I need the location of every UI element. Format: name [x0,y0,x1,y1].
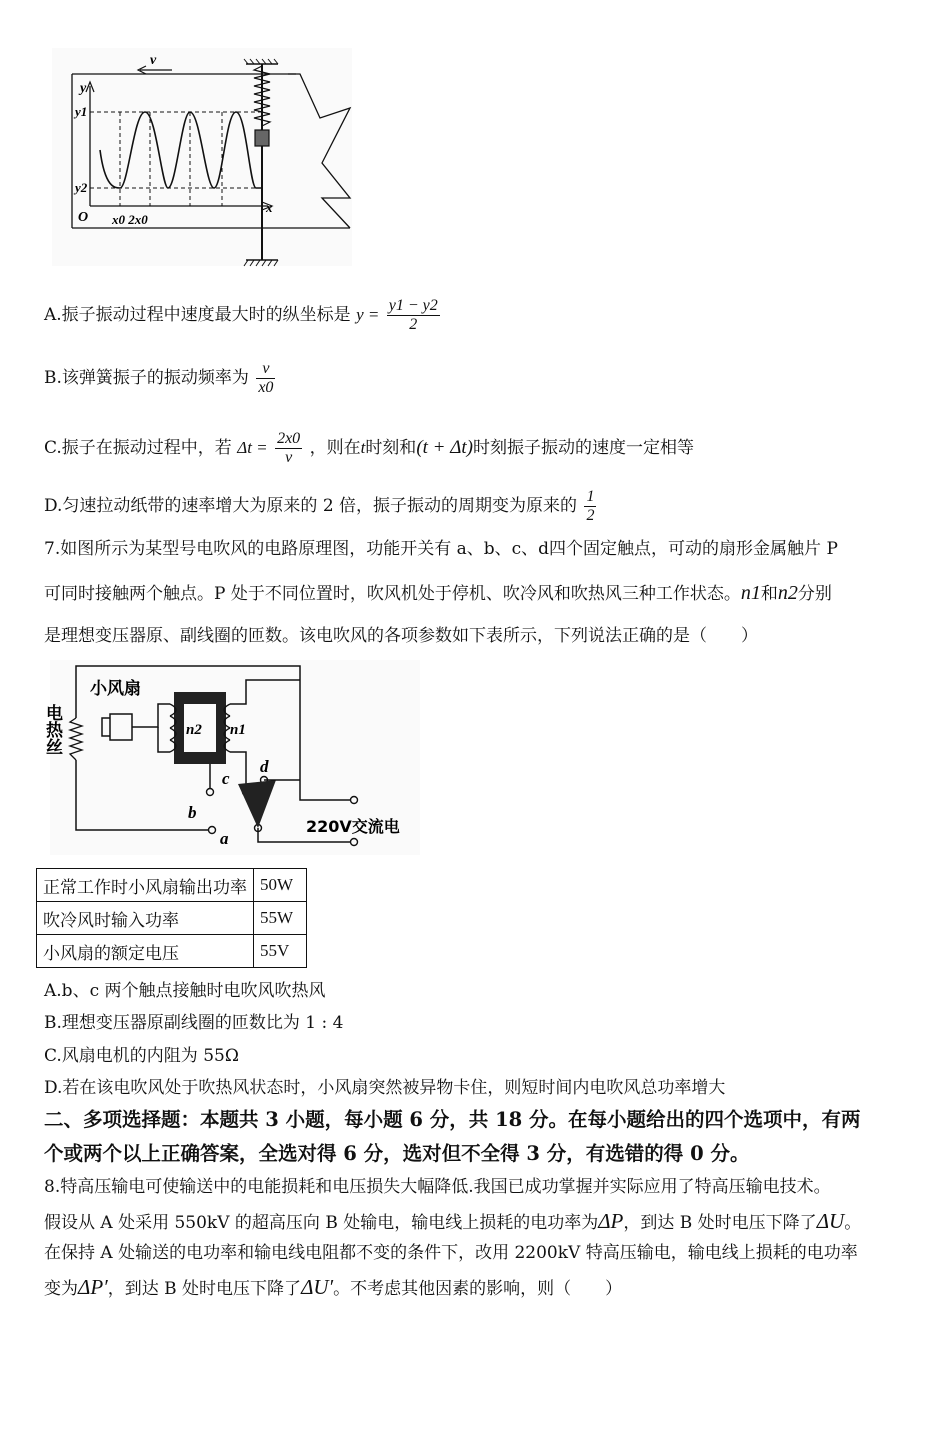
fan-label: 小风扇 [90,679,141,699]
q6-option-d: D.匀速拉动纸带的速率增大为原来的 2 倍，振子振动的周期变为原来的 $\frac{1}{2}$ [44,488,595,524]
q6-d-fraction: $\frac{1}{2}$ [586,488,595,524]
table-row [37,869,307,902]
table-row [37,935,307,968]
supply-label: 220V交流电 [306,817,400,836]
q7-option-b: B.理想变压器原副线圈的匝数比为 1 : 4 [44,1013,344,1033]
parameter-table [36,868,307,968]
q6-option-c: C.振子在振动过程中，若 Δt = $\frac{2x0}{v}$ ，则在t时刻和(t + Δt)时刻振子振动的速度一定相等 [44,430,694,466]
section2-heading-line2: 个或两个以上正确答案，全选对得 6 分，选对但不全得 3 分，有选错的得 0 分。 [44,1142,750,1165]
contact-d-label: d [260,757,269,776]
q7-stem-line3: 是理想变压器原、副线圈的匝数。该电吹风的各项参数如下表所示，下列说法正确的是（ ） [44,626,758,646]
contact-c-label: c [222,769,230,788]
fig1-origin-label: O [78,210,89,225]
contact-b-label: b [188,803,197,822]
fig1-v-label: v [150,53,157,68]
param-value: 55V [254,935,307,968]
q8-line3: 在保持 A 处输送的电功率和输电线电阻都不变的条件下，改用 2200kV 特高压输电，输电线上损耗的电功率 [44,1243,858,1263]
coil-n2-label: n2 [186,722,202,738]
q6-option-a: A.振子振动过程中速度最大时的纵坐标是 y = $\frac{y1 - y2}{2}$ [44,297,438,333]
param-name: 小风扇的额定电压 [37,935,254,968]
section2-heading-line1: 二、多项选择题：本题共 3 小题，每小题 6 分，共 18 分。在每小题给出的四个选项中，有两 [44,1108,861,1131]
param-value: 50W [254,869,307,902]
contact-a-label: a [220,829,229,848]
hairdryer-circuit-figure [42,660,420,855]
q7-option-a: A.b、c 两个触点接触时电吹风吹热风 [44,981,326,1001]
param-name: 正常工作时小风扇输出功率 [37,869,254,902]
q7-option-c: C.风扇电机的内阻为 55Ω [44,1046,239,1066]
q7-stem-line2: 可同时接触两个触点。P 处于不同位置时，吹风机处于停机、吹冷风和吹热风三种工作状态。n1和n2分别 [44,582,832,604]
fig1-y2-label: y2 [75,180,88,195]
q6-option-b: B.该弹簧振子的振动频率为 $\frac{v}{x0}$ [44,360,274,396]
q8-line4: 变为ΔP′，到达 B 处时电压下降了ΔU′。不考虑其他因素的影响，则（ ） [44,1275,623,1299]
heater-label: 电热丝 [42,704,62,755]
fig1-x-label: x [266,200,273,215]
q6-c-fraction: $\frac{2x0}{v}$ [277,430,301,466]
fig1-y1-label: y1 [75,104,88,119]
q6-b-fraction: $\frac{v}{x0}$ [258,360,274,396]
q7-option-d: D.若在该电吹风处于吹热风状态时，小风扇突然被异物卡住，则短时间内电吹风总功率增大 [44,1078,726,1098]
param-value: 55W [254,902,307,935]
q8-line2: 假设从 A 处采用 550kV 的超高压向 B 处输电，输电线上损耗的电功率为ΔP，到达 B 处时电压下降了ΔU。 [44,1209,862,1233]
param-name: 吹冷风时输入功率 [37,902,254,935]
table-row [37,902,307,935]
q6-a-fraction: $\frac{y1 - y2}{2}$ [388,297,438,333]
coil-n1-label: n1 [230,722,246,738]
q7-stem-line1: 7.如图所示为某型号电吹风的电路原理图，功能开关有 a、b、c、d四个固定触点，可动的扇形金属触片 P [44,539,838,559]
oscillator-figure [50,48,360,273]
fig1-x0-label: x0 2x0 [112,212,148,227]
fig1-y-label: y [80,81,87,96]
q8-line1: 8.特高压输电可使输送中的电能损耗和电压损失大幅降低.我国已成功掌握并实际应用了特高压输电技术。 [44,1177,831,1197]
